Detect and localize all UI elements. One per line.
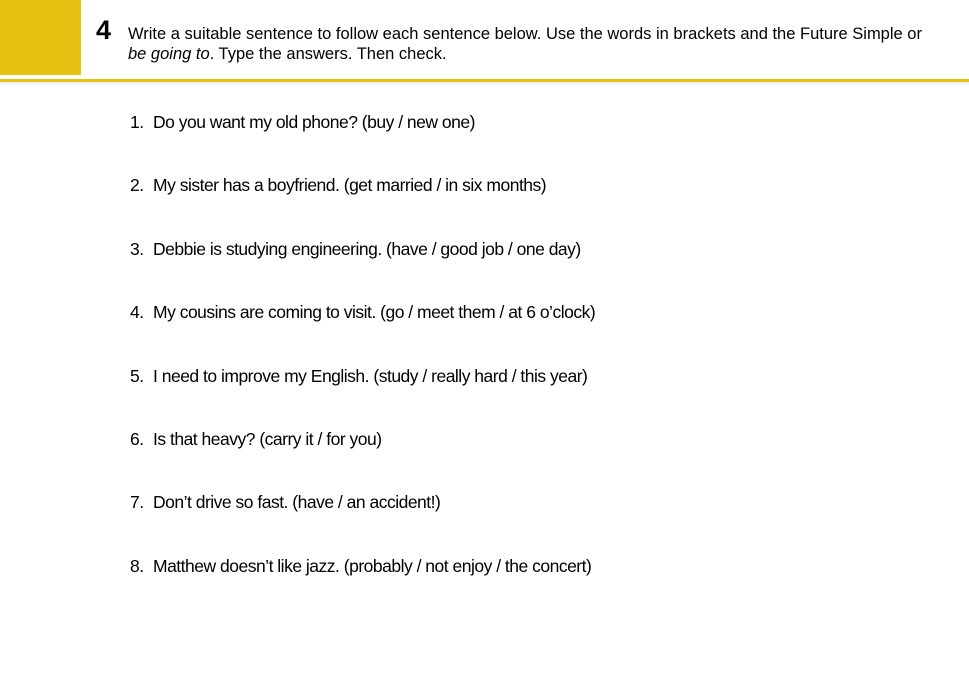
header-accent-block xyxy=(0,0,81,75)
exercise-item-list xyxy=(130,110,595,617)
exercise-instruction xyxy=(128,24,928,64)
exercise-item xyxy=(130,110,595,173)
item-text: Don’t drive so fast. (have / an accident!) xyxy=(153,492,441,513)
instruction-text-start: Write a suitable sentence to follow each sentence below. Use the words in brackets and the Future Simple or xyxy=(128,25,922,43)
exercise-item xyxy=(130,237,595,300)
header-divider-shadow xyxy=(0,82,969,85)
item-number: 6. xyxy=(130,428,144,449)
exercise-item xyxy=(130,490,595,553)
instruction-text-end: . Type the answers. Then check. xyxy=(209,45,447,63)
item-text: My sister has a boyfriend. (get married / in six months) xyxy=(153,175,547,196)
item-number: 3. xyxy=(130,238,144,259)
instruction-text-italic: be going to xyxy=(128,45,210,63)
exercise-number: 4 xyxy=(96,15,112,45)
item-number: 1. xyxy=(130,112,144,132)
item-text: Is that heavy? (carry it / for you) xyxy=(153,428,382,449)
item-number: 8. xyxy=(130,555,144,576)
item-text: I need to improve my English. (study / really hard / this year) xyxy=(153,365,588,386)
exercise-item xyxy=(130,554,595,617)
item-number: 5. xyxy=(130,365,144,386)
item-number: 2. xyxy=(130,175,144,196)
exercise-item xyxy=(130,173,595,236)
item-number: 4. xyxy=(130,302,144,323)
item-text: My cousins are coming to visit. (go / meet them / at 6 o’clock) xyxy=(153,302,596,323)
exercise-item xyxy=(130,427,595,490)
exercise-item xyxy=(130,300,595,363)
item-text: Matthew doesn’t like jazz. (probably / not enjoy / the concert) xyxy=(153,555,592,576)
item-text: Debbie is studying engineering. (have / good job / one day) xyxy=(153,238,581,259)
exercise-item xyxy=(130,364,595,427)
item-number: 7. xyxy=(130,492,144,513)
item-text: Do you want my old phone? (buy / new one) xyxy=(153,112,475,132)
